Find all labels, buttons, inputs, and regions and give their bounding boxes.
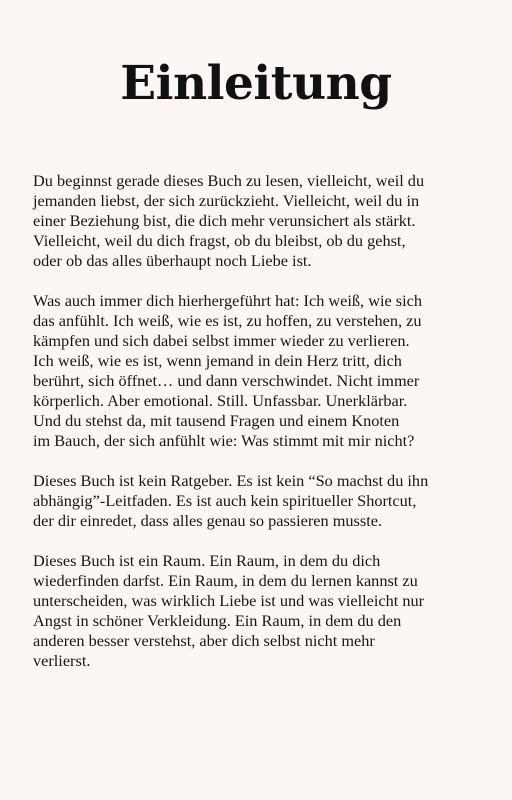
- text-line: Du beginnst gerade dieses Buch zu lesen, vielleicht, weil du: [33, 171, 425, 190]
- text-line: Was auch immer dich hierhergeführt hat: Ich weiß, wie sich: [33, 291, 423, 310]
- text-line: berührt, sich öffnet… und dann verschwindet. Nicht immer: [33, 371, 420, 390]
- text-line: anderen besser verstehst, aber dich selbst nicht mehr: [33, 631, 375, 650]
- text-line: wiederfinden darfst. Ein Raum, in dem du lernen kannst zu: [33, 571, 418, 590]
- text-line: abhängig”-Leitfaden. Es ist auch kein spiritueller Shortcut,: [33, 491, 417, 510]
- text-line: Vielleicht, weil du dich fragst, ob du bleibst, ob du gehst,: [33, 231, 406, 250]
- chapter-title: Einleitung: [120, 56, 392, 111]
- text-line: körperlich. Aber emotional. Still. Unfassbar. Unerklärbar.: [33, 391, 408, 410]
- paragraph: [33, 471, 483, 531]
- chapter-body: [33, 171, 483, 691]
- text-line: Und du stehst da, mit tausend Fragen und einem Knoten: [33, 411, 400, 430]
- text-line: einer Beziehung bist, die dich mehr verunsichert als stärkt.: [33, 211, 416, 230]
- text-line: oder ob das alles überhaupt noch Liebe ist.: [33, 251, 312, 270]
- text-line: Dieses Buch ist kein Ratgeber. Es ist kein “So machst du ihn: [33, 471, 429, 490]
- paragraph: [33, 171, 483, 271]
- text-line: kämpfen und sich dabei selbst immer wieder zu verlieren.: [33, 331, 410, 350]
- text-line: verlierst.: [33, 651, 91, 670]
- text-line: das anfühlt. Ich weiß, wie es ist, zu hoffen, zu verstehen, zu: [33, 311, 422, 330]
- paragraph: [33, 551, 483, 671]
- text-line: unterscheiden, was wirklich Liebe ist und was vielleicht nur: [33, 591, 425, 610]
- text-line: Dieses Buch ist ein Raum. Ein Raum, in dem du dich: [33, 551, 381, 570]
- text-line: Angst in schöner Verkleidung. Ein Raum, in dem du den: [33, 611, 402, 630]
- text-line: im Bauch, der sich anfühlt wie: Was stimmt mit mir nicht?: [33, 431, 415, 450]
- text-line: jemanden liebst, der sich zurückzieht. Vielleicht, weil du in: [33, 191, 420, 210]
- text-line: Ich weiß, wie es ist, wenn jemand in dein Herz tritt, dich: [33, 351, 402, 370]
- text-line: der dir einredet, dass alles genau so passieren musste.: [33, 511, 383, 530]
- paragraph: [33, 291, 483, 451]
